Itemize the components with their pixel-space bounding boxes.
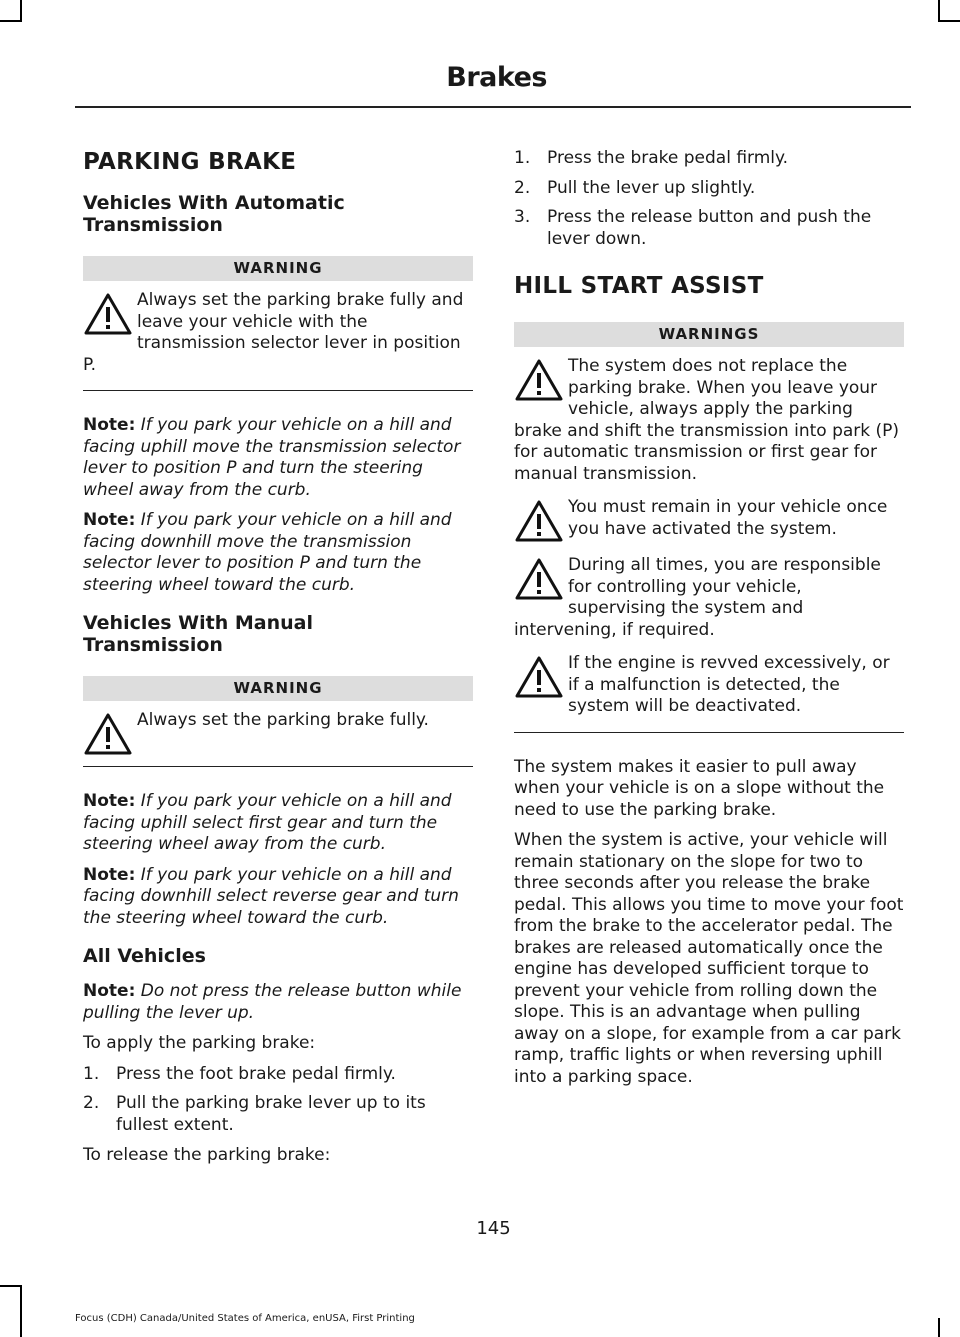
warning-item — [514, 497, 904, 543]
warning-item — [83, 710, 473, 756]
warning-box — [83, 676, 473, 767]
body-text: To apply the parking brake: — [83, 1033, 316, 1053]
crop-mark — [0, 20, 22, 22]
section-heading: PARKING BRAKE — [83, 149, 297, 175]
numbered-list — [514, 148, 904, 250]
warning-text: If the engine is revved excessively, or if a malfunction is detected, the system will be deactivated. — [568, 653, 890, 716]
crop-mark — [20, 1285, 22, 1337]
note: Note: If you park your vehicle on a hill and facing downhill select reverse gear and turn the steering wheel toward the curb. — [83, 864, 459, 928]
crop-mark — [938, 20, 960, 22]
note: Note: If you park your vehicle on a hill and facing uphill select first gear and turn the steering wheel away from the curb. — [83, 791, 452, 854]
warning-triangle-icon — [83, 292, 133, 336]
page-number: 145 — [476, 1218, 511, 1239]
list-item: 2. Pull the lever up slightly. — [514, 177, 756, 198]
body-text: When the system is active, your vehicle will remain stationary on the slope for two to three seconds after you release the brake pedal. This allows you time to move your foot from the brake to the accelerator pedal. The brakes are released automatically once the engine has developed sufficient torque to prevent your vehicle from rolling down the slope. This is an advantage when pulling away on a slope, for example from a car park ramp, traffic lights or when reversing uphill into a parking space. — [514, 830, 904, 1087]
warning-triangle-icon — [514, 499, 564, 543]
subsection-heading: Vehicles With Automatic Transmission — [83, 192, 345, 236]
warning-text: You must remain in your vehicle once you have activated the system. — [568, 497, 888, 539]
list-item: 1. Press the brake pedal firmly. — [514, 148, 789, 168]
subsection-heading: Vehicles With Manual Transmission — [83, 612, 313, 656]
list-item: 1. Press the foot brake pedal firmly. — [83, 1063, 396, 1084]
note: Note: If you park your vehicle on a hill and facing uphill move the transmission selector lever to position P and turn the steering wheel away from the curb. — [83, 415, 461, 500]
note: Note: Do not press the release button while pulling the lever up. — [83, 981, 462, 1023]
warning-triangle-icon — [514, 557, 564, 601]
warning-box — [83, 256, 473, 391]
edition-line: Focus (CDH) Canada/United States of America, enUSA, First Printing — [75, 1313, 415, 1324]
warning-text: During all times, you are responsible for controlling your vehicle, supervising the system and intervening, if required. — [514, 555, 881, 640]
warning-text: Always set the parking brake fully. — [137, 710, 429, 730]
note: Note: If you park your vehicle on a hill and facing downhill move the transmission selector lever to position P and turn the steering wheel toward the curb. — [83, 510, 452, 595]
list-item: 3. Press the release button and push the lever down. — [514, 207, 872, 249]
warning-label: WARNINGS — [514, 322, 904, 347]
page-title: Brakes — [446, 62, 547, 93]
warning-triangle-icon — [83, 712, 133, 756]
crop-mark — [938, 0, 940, 22]
header-divider — [75, 106, 911, 108]
list-item: 2. Pull the parking brake lever up to its fullest extent. — [83, 1093, 426, 1135]
crop-mark — [0, 1285, 22, 1287]
warning-triangle-icon — [514, 358, 564, 402]
crop-mark — [20, 0, 22, 22]
warning-text: The system does not replace the parking brake. When you leave your vehicle, always apply the parking brake and shift the transmission into park (P) for automatic transmission or first gear for manual transmission. — [514, 356, 900, 484]
warning-item — [83, 290, 473, 376]
subsection-heading: All Vehicles — [83, 945, 206, 967]
left-column — [83, 148, 473, 1176]
warning-label: WARNING — [83, 676, 473, 701]
warning-item — [514, 653, 904, 718]
right-column — [514, 148, 904, 1097]
crop-mark — [938, 1318, 940, 1337]
warning-item — [514, 555, 904, 641]
warning-item — [514, 356, 904, 485]
section-heading: HILL START ASSIST — [514, 273, 764, 299]
warning-box — [514, 322, 904, 733]
warning-text: Always set the parking brake fully and leave your vehicle with the transmission selector lever in position P. — [83, 290, 464, 375]
body-text: To release the parking brake: — [83, 1145, 331, 1165]
warning-triangle-icon — [514, 655, 564, 699]
warning-label: WARNING — [83, 256, 473, 281]
numbered-list — [83, 1064, 473, 1137]
body-text: The system makes it easier to pull away when your vehicle is on a slope without the need to use the parking brake. — [514, 756, 885, 820]
